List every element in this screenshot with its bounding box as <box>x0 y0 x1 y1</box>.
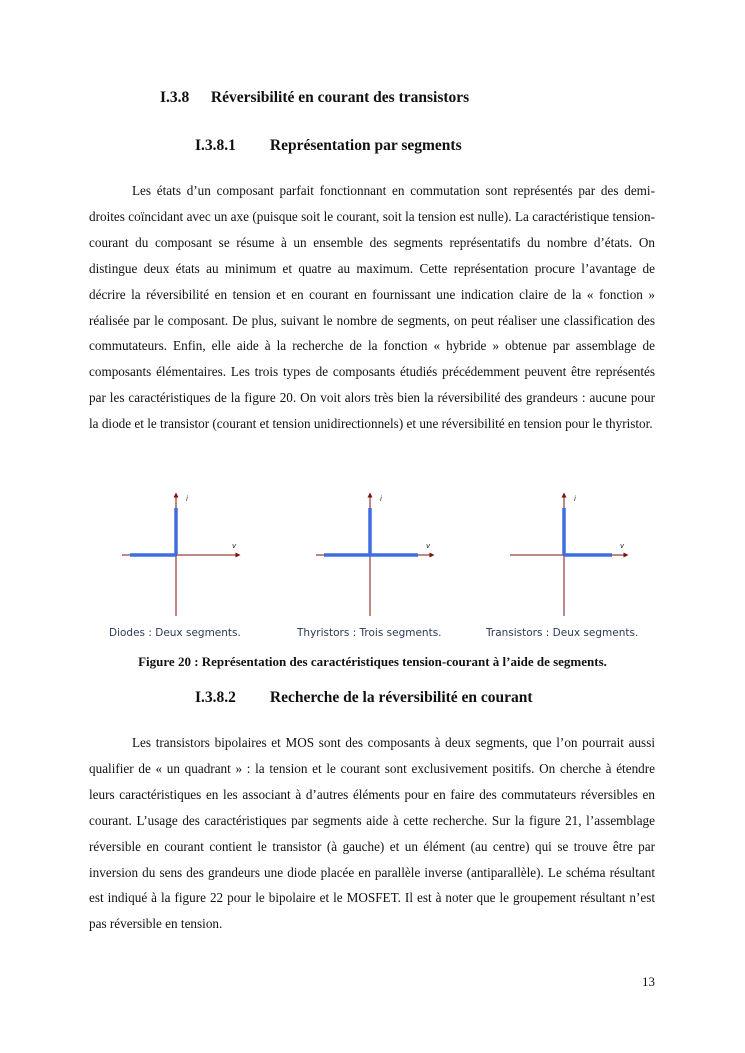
figure-caption: Figure 20 : Représentation des caractéristiques tension-courant à l’aide de segments. <box>138 654 607 669</box>
section-title: Réversibilité en courant des transistors <box>210 89 470 106</box>
subsection-number: I.3.8.1 <box>195 137 236 154</box>
segment-diagrams <box>0 488 745 643</box>
diagram-thyristors <box>296 495 442 639</box>
page-number: 13 <box>642 974 655 989</box>
diodes-v-label: v <box>232 542 237 550</box>
figure-20 <box>0 488 745 643</box>
thyristors-i-label: i <box>380 495 382 503</box>
subsection-title: Représentation par segments <box>269 137 462 154</box>
transistors-i-label: i <box>574 495 576 503</box>
paragraph-1: Les états d’un composant parfait fonctionnant en commutation sont représentés par des demi-droites coïncidant avec un axe (puisque soit le courant, soit la tension est nulle). La caractéristique tension-courant du composant se résume à un ensemble des segments représentatifs du nombre d’états. On distingue deux états au minimum et quatre au maximum. Cette représentation procure l’avantage de décrire la réversibilité en tension et en courant en fournissant une indication claire de la « fonction » réalisée par le composant. De plus, suivant le nombre de segments, on peut réaliser une classification des commutateurs. Enfin, elle aide à la recherche de la fonction « hybride » obtenue par assemblage de composants élémentaires. Les trois types de composants étudiés précédemment peuvent être représentés par les caractéristiques de la figure 20. On voit alors très bien la réversibilité des grandeurs : aucune pour la diode et le transistor (courant et tension unidirectionnels) et une réversibilité en tension pour le thyristor. <box>89 183 655 432</box>
subsection-number: I.3.8.2 <box>195 689 236 706</box>
section-heading <box>160 89 469 107</box>
transistors-v-label: v <box>620 542 625 550</box>
diodes-i-label: i <box>186 495 188 503</box>
subsection-title: Recherche de la réversibilité en courant <box>269 689 533 706</box>
diodes-caption: Diodes : Deux segments. <box>109 627 241 639</box>
section-number: I.3.8 <box>160 89 190 106</box>
paragraph-2: Les transistors bipolaires et MOS sont des composants à deux segments, que l’on pourrait aussi qualifier de « un quadrant » : la tension et le courant sont exclusivement positifs. On cherche à étendre leurs caractéristiques en les associant à d’autres éléments pour en faire des commutateurs réversibles en courant. L’usage des caractéristiques par segments aide à cette recherche. Sur la figure 21, l’assemblage réversible en courant contient le transistor (à gauche) et un élément (au centre) qui se trouve être par inversion du sens des grandeurs une diode placée en parallèle inverse (antiparallèle). Le schéma résultant est indiqué à la figure 22 pour le bipolaire et le MOSFET. Il est à noter que le groupement résultant n’est pas réversible en tension. <box>89 735 655 932</box>
subsection-heading-2 <box>195 689 533 707</box>
thyristors-caption: Thyristors : Trois segments. <box>297 627 442 639</box>
diagram-transistors <box>485 495 638 639</box>
diagram-diodes <box>109 495 241 639</box>
thyristors-v-label: v <box>426 542 431 550</box>
transistors-caption: Transistors : Deux segments. <box>486 627 639 639</box>
subsection-heading-1 <box>195 137 462 155</box>
